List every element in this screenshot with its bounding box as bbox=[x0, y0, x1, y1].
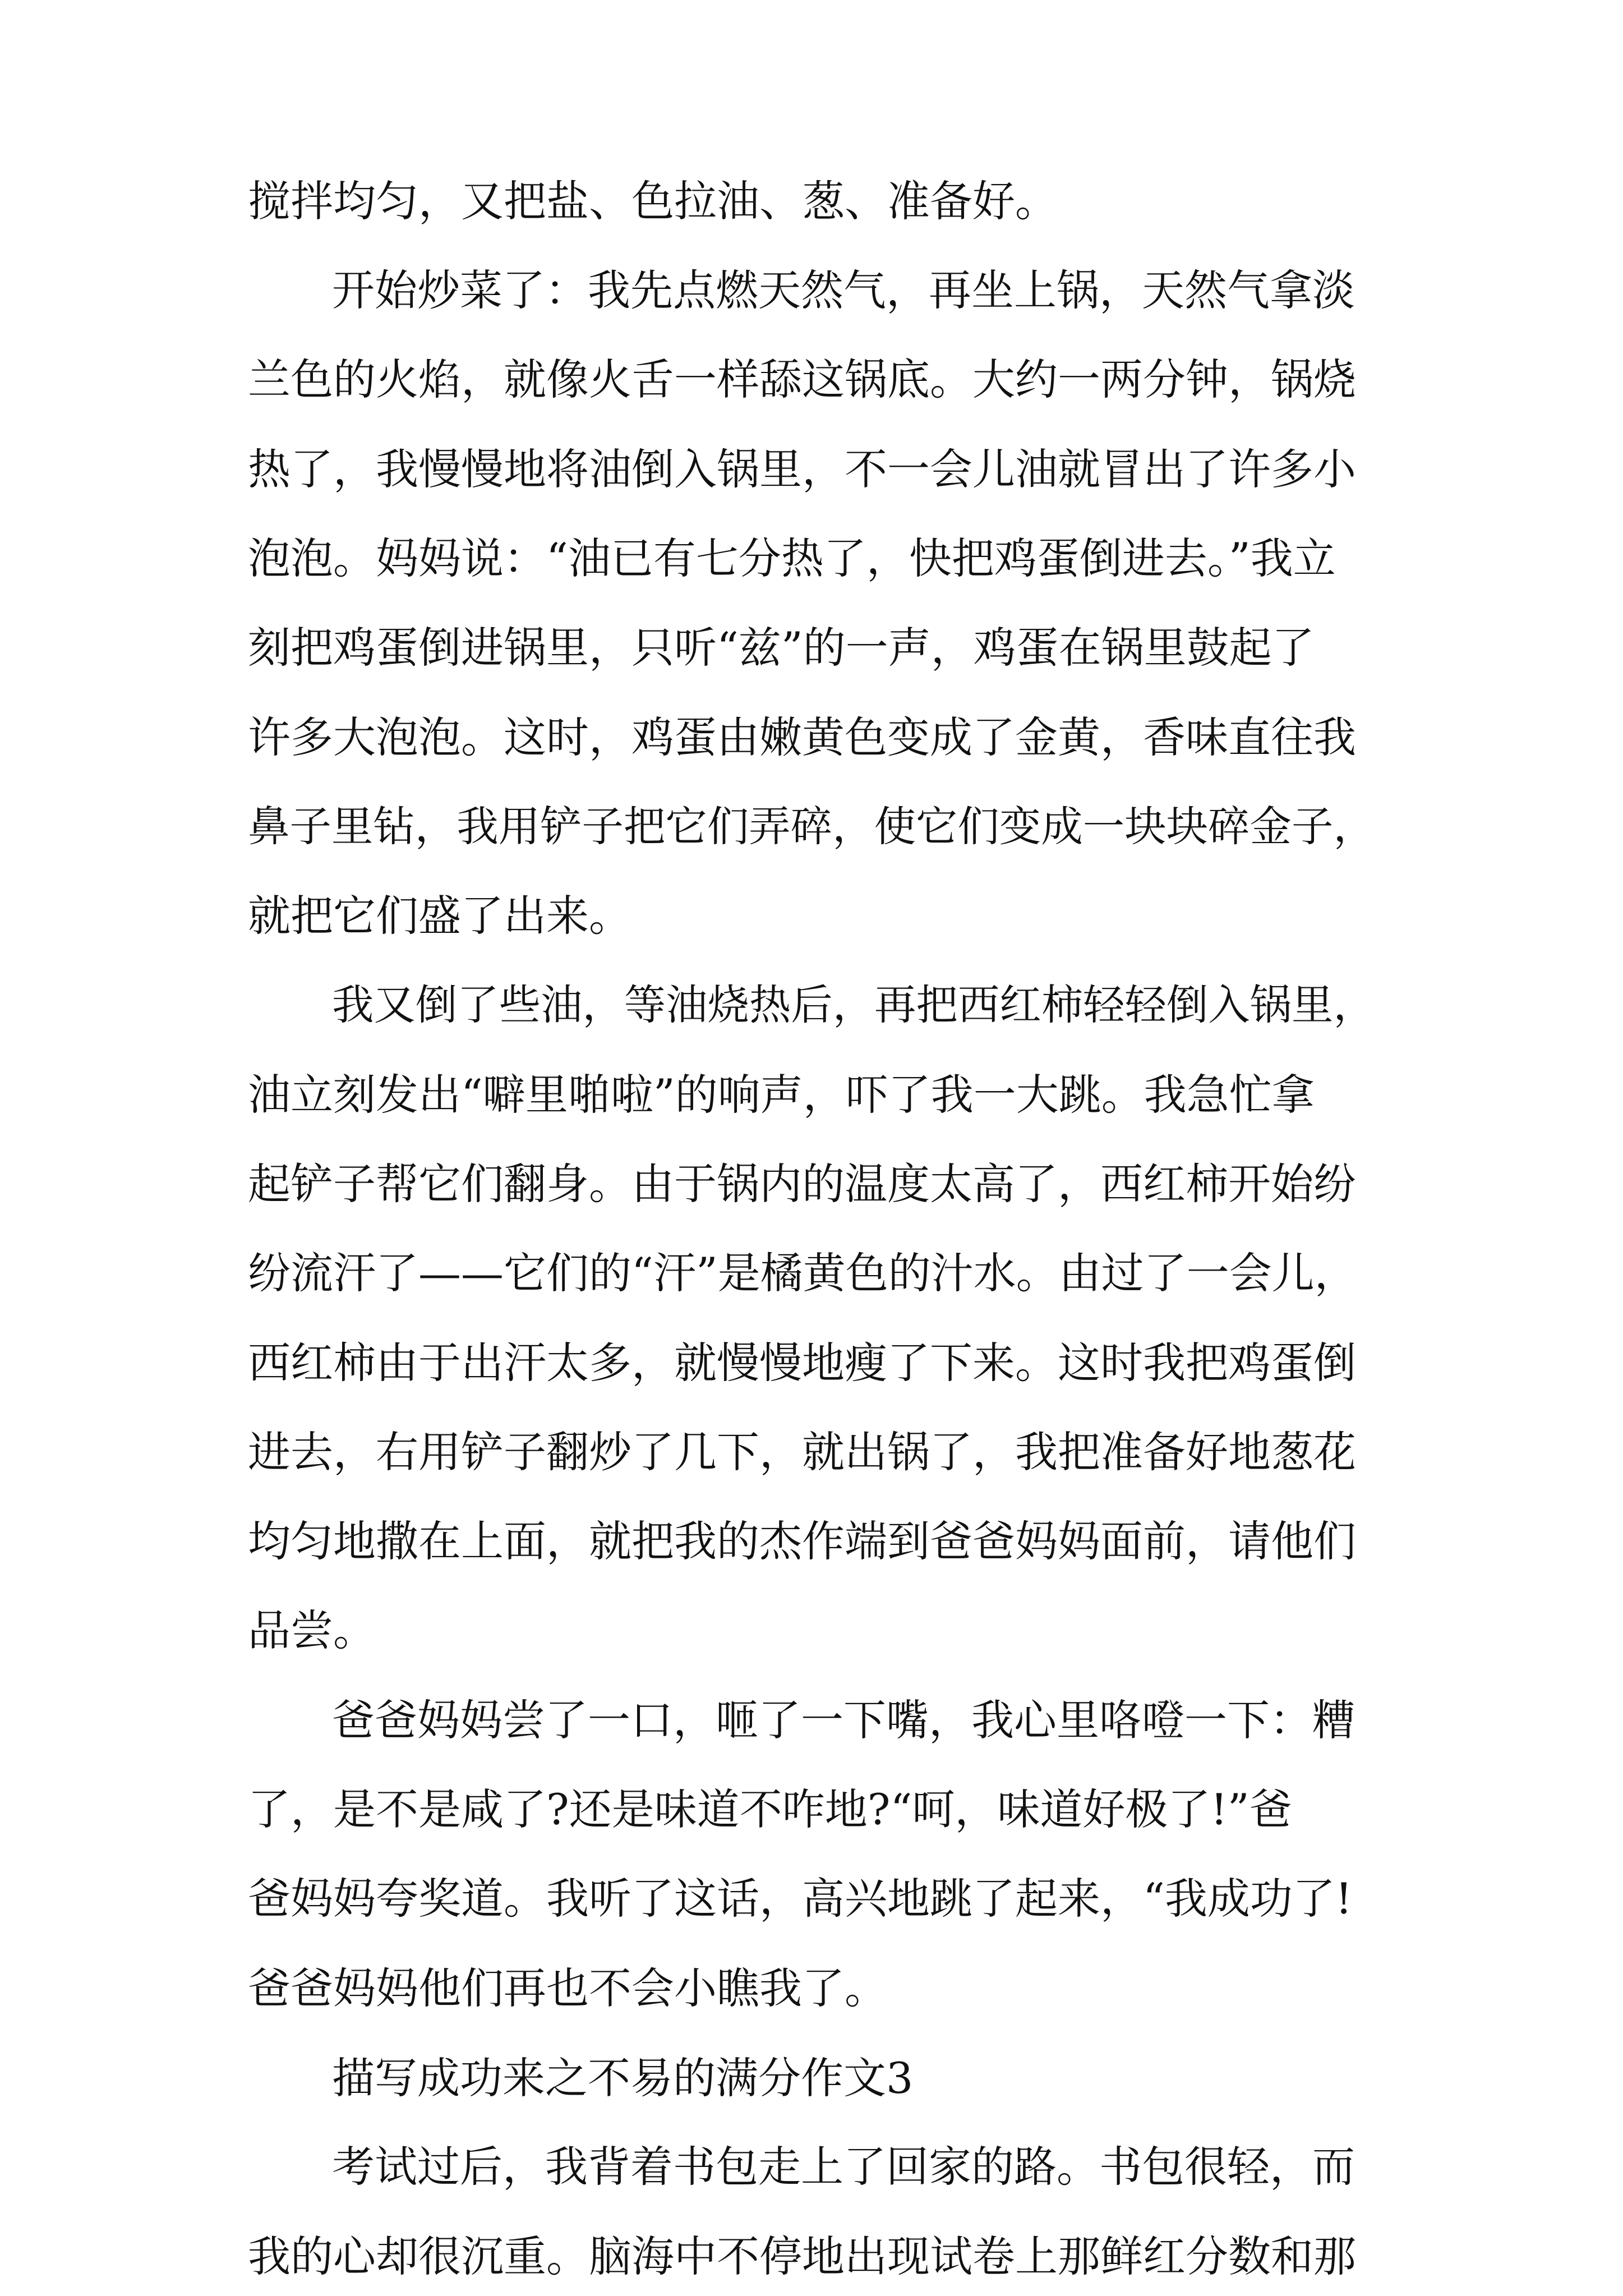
text-line: 了，是不是咸了?还是味道不咋地?“呵，味道好极了!”爸 bbox=[248, 1784, 1292, 1834]
text-line: 热了，我慢慢地将油倒入锅里，不一会儿油就冒出了许多小 bbox=[248, 444, 1356, 494]
text-line: 西红柿由于出汗太多，就慢慢地瘦了下来。这时我把鸡蛋倒 bbox=[248, 1338, 1356, 1388]
text-line: 鼻子里钻，我用铲子把它们弄碎，使它们变成一块块碎金子， bbox=[248, 802, 1375, 851]
text-line: 爸爸妈妈尝了一口，咂了一下嘴，我心里咯噔一下：糟 bbox=[332, 1695, 1355, 1745]
text-line: 起铲子帮它们翻身。由于锅内的温度太高了，西红柿开始纷 bbox=[248, 1159, 1356, 1209]
text-line: 均匀地撒在上面，就把我的杰作端到爸爸妈妈面前，请他们 bbox=[248, 1516, 1356, 1566]
text-line: 就把它们盛了出来。 bbox=[248, 891, 631, 941]
text-line: 品尝。 bbox=[248, 1605, 376, 1655]
text-line: 我又倒了些油，等油烧热后，再把西红柿轻轻倒入锅里， bbox=[332, 981, 1375, 1029]
section-heading: 描写成功来之不易的满分作文3 bbox=[332, 2053, 914, 2103]
text-line: 纷流汗了——它们的“汗”是橘黄色的汁水。由过了一会儿， bbox=[248, 1248, 1357, 1298]
text-line: 爸妈妈夸奖道。我听了这话，高兴地跳了起来，“我成功了! bbox=[248, 1874, 1353, 1924]
text-line: 开始炒菜了：我先点燃天然气，再坐上锅，天然气拿淡 bbox=[332, 265, 1355, 315]
text-line: 进去，右用铲子翻炒了几下，就出锅了，我把准备好地葱花 bbox=[248, 1427, 1356, 1477]
text-line: 泡泡。妈妈说：“油已有七分热了，快把鸡蛋倒进去。”我立 bbox=[248, 533, 1336, 583]
text-line: 许多大泡泡。这时，鸡蛋由嫩黄色变成了金黄，香味直往我 bbox=[248, 712, 1356, 762]
text-line: 油立刻发出“噼里啪啦”的响声，吓了我一大跳。我急忙拿 bbox=[248, 1070, 1315, 1120]
text-line: 考试过后，我背着书包走上了回家的路。书包很轻，而 bbox=[332, 2142, 1355, 2192]
text-line: 刻把鸡蛋倒进锅里，只听“兹”的一声，鸡蛋在锅里鼓起了 bbox=[248, 623, 1315, 673]
text-line: 搅拌均匀，又把盐、色拉油、葱、准备好。 bbox=[248, 176, 1058, 226]
text-line: 兰色的火焰，就像火舌一样舔这锅底。大约一两分钟，锅烧 bbox=[248, 355, 1356, 404]
text-line: 爸爸妈妈他们再也不会小瞧我了。 bbox=[248, 1963, 887, 2013]
text-line: 我的心却很沉重。脑海中不停地出现试卷上那鲜红分数和那 bbox=[248, 2231, 1356, 2281]
